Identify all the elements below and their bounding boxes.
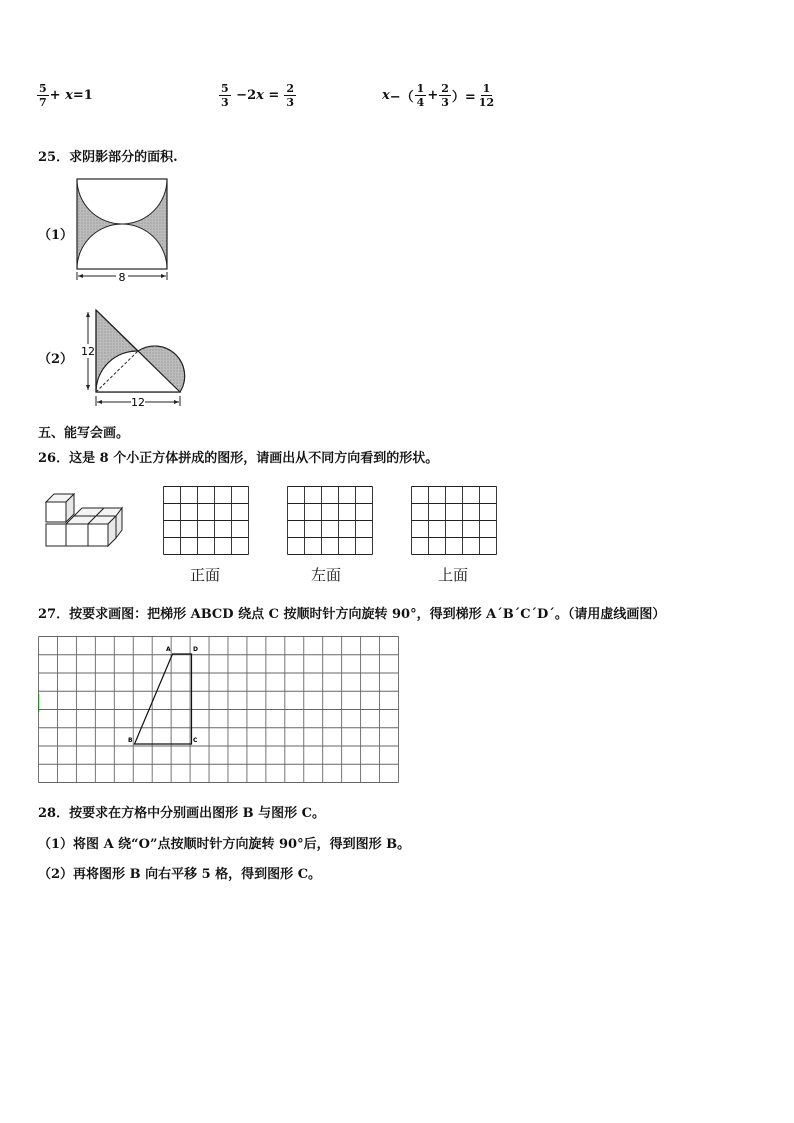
- grid-left-view[interactable]: [287, 486, 375, 556]
- point-c-label: C: [193, 737, 198, 744]
- grid-top-view[interactable]: [411, 486, 499, 556]
- figure-triangle-semicircles: [80, 304, 192, 410]
- question-28-step-1: （1）将图 A 绕“O”点按顺时针方向旋转 90°后，得到图形 B。: [38, 837, 411, 852]
- point-d-label: D: [193, 646, 198, 653]
- view-label-front: 正面: [190, 566, 221, 584]
- equation-3: x −（ $\frac{1}{4}$ + $\frac{2}{3}$ ）= $\frac{1}{12}$: [382, 82, 495, 109]
- grid-front-view[interactable]: [163, 486, 251, 556]
- fraction: $\frac{1}{4}$: [416, 82, 425, 109]
- fraction: $\frac{2}{3}$: [286, 82, 294, 109]
- figure-square-semicircles: [72, 174, 174, 286]
- part-2-label: （2）: [38, 352, 74, 367]
- fraction: $\frac{2}{3}$: [441, 82, 449, 109]
- trapezoid-abcd: [135, 654, 192, 744]
- question-27-title: 27．按要求画图：把梯形 ABCD 绕点 C 按顺时针方向旋转 90°，得到梯形 A´B´C´D´。（请用虚线画图）: [38, 607, 666, 622]
- question-28-title: 28．按要求在方格中分别画出图形 B 与图形 C。: [38, 806, 326, 821]
- fraction: $\frac{1}{12}$: [478, 82, 495, 109]
- grid-trapezoid[interactable]: [38, 636, 400, 784]
- equation-2: $\frac{5}{3}$ −2 x = $\frac{2}{3}$: [221, 82, 294, 109]
- part-1-label: （1）: [38, 228, 74, 243]
- cubes-figure: [44, 490, 124, 550]
- question-26-title: 26．这是 8 个小正方体拼成的图形，请画出从不同方向看到的形状。: [38, 451, 439, 466]
- dimension-label: 12: [81, 345, 95, 358]
- dimension-label: 8: [118, 271, 126, 284]
- point-b-label: B: [128, 737, 133, 744]
- view-label-left: 左面: [311, 566, 342, 584]
- fraction: $\frac{5}{3}$: [221, 82, 229, 109]
- fraction: $\frac{5}{7}$: [39, 82, 47, 109]
- section-5-title: 五、能写会画。: [38, 426, 130, 441]
- view-label-top: 上面: [438, 566, 469, 584]
- dimension-label: 12: [131, 396, 145, 409]
- question-25-title: 25．求阴影部分的面积.: [38, 150, 178, 165]
- question-28-step-2: （2）再将图形 B 向右平移 5 格，得到图形 C。: [38, 867, 322, 882]
- point-a-label: A: [166, 646, 171, 653]
- equation-1: $\frac{5}{7}$ + x =1: [39, 82, 93, 109]
